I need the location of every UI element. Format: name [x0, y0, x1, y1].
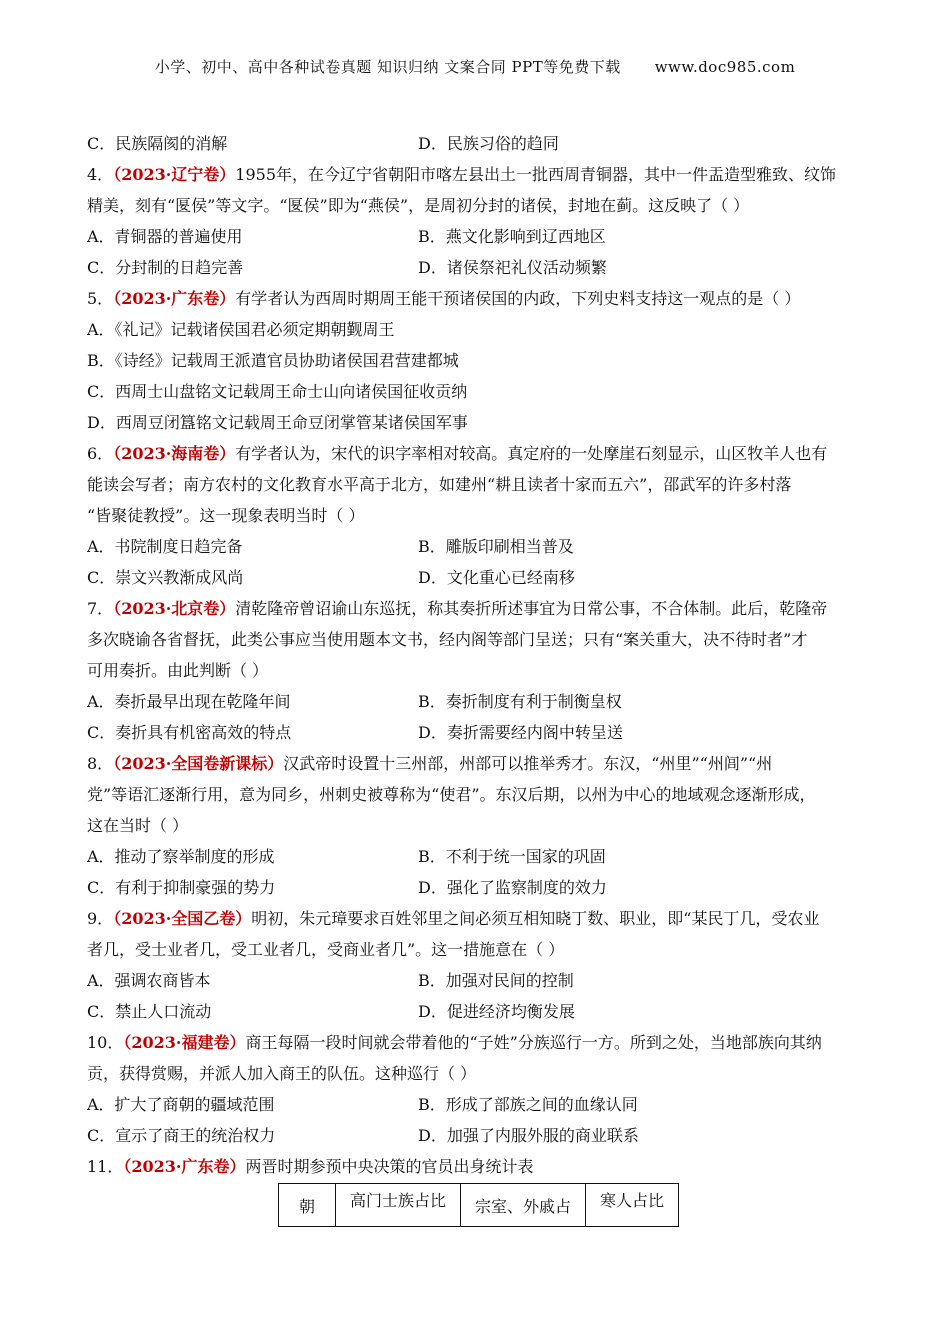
table-header-commoner: 寒人占比	[586, 1184, 679, 1227]
q7-source: （2023·北京卷）	[113, 599, 236, 618]
q8-option-c: C．有利于抑制豪强的势力	[87, 878, 276, 897]
q8-option-b: B．不利于统一国家的巩固	[418, 847, 606, 866]
q4-options-ab	[87, 221, 867, 252]
q7-number: 7．	[87, 599, 114, 618]
q10-option-d: D．加强了内服外服的商业联系	[418, 1126, 639, 1145]
q9-text1: 明初，朱元璋要求百姓邻里之间必须互相知晓丁数、职业，即“某民丁几，受农业	[251, 909, 820, 928]
q9-option-b: B．加强对民间的控制	[418, 971, 574, 990]
table-header-row	[279, 1184, 679, 1227]
table-header-dynasty: 朝	[279, 1184, 336, 1227]
q4-stem-line2: 精美，刻有“匽侯”等文字。“匽侯”即为“燕侯”，是周初分封的诸侯，封地在蓟。这反映了（ ）	[87, 196, 750, 215]
q10-option-b: B．形成了部族之间的血缘认同	[418, 1095, 638, 1114]
q9-option-a: A．强调农商皆本	[87, 971, 211, 990]
q3-options-cd	[87, 128, 867, 159]
q7-stem-line3: 可用奏折。由此判断（ ）	[87, 661, 269, 680]
q8-text1: 汉武帝时设置十三州部，州部可以推举秀才。东汉，“州里”“州闾”“州	[283, 754, 773, 773]
q8-options-cd	[87, 872, 867, 903]
q7-options-cd	[87, 717, 867, 748]
q4-option-a: A．青铜器的普遍使用	[87, 227, 243, 246]
q4-number: 4．	[87, 165, 114, 184]
q8-number: 8．	[87, 754, 114, 773]
q10-number: 10．	[87, 1033, 124, 1052]
q6-stem-line2: 能读会写者；南方农村的文化教育水平高于北方，如建州“耕且读者十家而五六”，邵武军的许多村落	[87, 475, 792, 494]
q9-stem-line1	[87, 903, 867, 934]
q5-source: （2023·广东卷）	[113, 289, 236, 308]
q6-stem-line3: “皆聚徒教授”。这一现象表明当时（ ）	[87, 506, 365, 525]
q11-source: （2023·广东卷）	[123, 1157, 246, 1176]
q7-option-d: D．奏折需要经内阁中转呈送	[418, 723, 623, 742]
table-header-royal: 宗室、外戚占	[461, 1184, 586, 1227]
q3-option-d: D．民族习俗的趋同	[418, 134, 559, 153]
q4-option-d: D．诸侯祭祀礼仪活动频繁	[418, 258, 607, 277]
q7-stem-line1	[87, 593, 867, 624]
q4-source: （2023·辽宁卷）	[113, 165, 236, 184]
q10-options-ab	[87, 1089, 867, 1120]
q4-stem-line1	[87, 159, 867, 190]
q9-options-cd	[87, 996, 867, 1027]
exam-content	[87, 128, 867, 1182]
q7-option-b: B．奏折制度有利于制衡皇权	[418, 692, 622, 711]
q10-options-cd	[87, 1120, 867, 1151]
q5-option-d: D．西周豆闭簋铭文记载周王命豆闭掌管某诸侯国军事	[87, 413, 468, 432]
q4-options-cd	[87, 252, 867, 283]
q9-stem-line2: 者几，受士业者几，受工业者几，受商业者几”。这一措施意在（ ）	[87, 940, 565, 959]
q8-option-a: A．推动了察举制度的形成	[87, 847, 275, 866]
q5-option-c: C．西周士山盘铭文记载周王命士山向诸侯国征收贡纳	[87, 382, 468, 401]
q6-options-cd	[87, 562, 867, 593]
q6-option-c: C．崇文兴教渐成风尚	[87, 568, 244, 587]
q5-number: 5．	[87, 289, 114, 308]
q4-option-c: C．分封制的日趋完善	[87, 258, 244, 277]
q4-text1: 1955年，在今辽宁省朝阳市喀左县出土一批西周青铜器，其中一件盂造型雅致、纹饰	[235, 165, 837, 184]
page-header	[0, 56, 950, 77]
q9-source: （2023·全国乙卷）	[113, 909, 252, 928]
q9-number: 9．	[87, 909, 114, 928]
header-text: 小学、初中、高中各种试卷真题 知识归纳 文案合同 PPT等免费下载	[154, 58, 621, 76]
q5-stem-line1	[87, 283, 867, 314]
q8-stem-line2: 党”等语汇逐渐行用，意为同乡，州刺史被尊称为“使君”。东汉后期，以州为中心的地域观念逐渐形成，	[87, 785, 816, 804]
q6-option-a: A．书院制度日趋完备	[87, 537, 243, 556]
q6-text1: 有学者认为，宋代的识字率相对较高。真定府的一处摩崖石刻显示，山区牧羊人也有	[235, 444, 828, 463]
q6-option-d: D．文化重心已经南移	[418, 568, 575, 587]
q6-option-b: B．雕版印刷相当普及	[418, 537, 574, 556]
q6-source: （2023·海南卷）	[113, 444, 236, 463]
q8-option-d: D．强化了监察制度的效力	[418, 878, 607, 897]
q7-stem-line2: 多次晓谕各省督抚，此类公事应当使用题本文书，经内阁等部门呈送；只有“案关重大，决不待时者”才	[87, 630, 808, 649]
q5-option-b: B．《诗经》记载周王派遣官员协助诸侯国君营建都城	[87, 351, 459, 370]
q8-stem-line1	[87, 748, 867, 779]
q11-number: 11．	[87, 1157, 124, 1176]
q11-statistics-table	[278, 1183, 679, 1227]
header-site: www.doc985.com	[654, 58, 796, 76]
q7-text1: 清乾隆帝曾诏谕山东巡抚，称其奏折所述事宜为日常公事，不合体制。此后，乾隆帝	[235, 599, 828, 618]
q10-option-a: A．扩大了商朝的疆域范围	[87, 1095, 275, 1114]
q10-stem-line1	[87, 1027, 867, 1058]
q5-text1: 有学者认为西周时期周王能干预诸侯国的内政，下列史料支持这一观点的是（ ）	[235, 289, 801, 308]
q6-options-ab	[87, 531, 867, 562]
q8-source: （2023·全国卷新课标）	[113, 754, 284, 773]
q11-stem-line1	[87, 1151, 867, 1182]
q8-stem-line3: 这在当时（ ）	[87, 816, 189, 835]
q9-option-d: D．促进经济均衡发展	[418, 1002, 575, 1021]
table-header-gentry: 高门士族占比	[336, 1184, 461, 1227]
q5-option-a: A．《礼记》记载诸侯国君必须定期朝觐周王	[87, 320, 395, 339]
q4-option-b: B．燕文化影响到辽西地区	[418, 227, 606, 246]
q6-stem-line1	[87, 438, 867, 469]
q7-option-c: C．奏折具有机密高效的特点	[87, 723, 292, 742]
q7-options-ab	[87, 686, 867, 717]
q11-text1: 两晋时期参预中央决策的官员出身统计表	[245, 1157, 534, 1176]
q10-stem-line2: 贡，获得赏赐，并派人加入商王的队伍。这种巡行（ ）	[87, 1064, 477, 1083]
q9-options-ab	[87, 965, 867, 996]
q10-source: （2023·福建卷）	[123, 1033, 246, 1052]
q10-text1: 商王每隔一段时间就会带着他的“子姓”分族巡行一方。所到之处，当地部族向其纳	[245, 1033, 822, 1052]
q3-option-c: C．民族隔阂的消解	[87, 134, 228, 153]
q10-option-c: C．宣示了商王的统治权力	[87, 1126, 276, 1145]
q7-option-a: A．奏折最早出现在乾隆年间	[87, 692, 291, 711]
q9-option-c: C．禁止人口流动	[87, 1002, 212, 1021]
q8-options-ab	[87, 841, 867, 872]
q6-number: 6．	[87, 444, 114, 463]
